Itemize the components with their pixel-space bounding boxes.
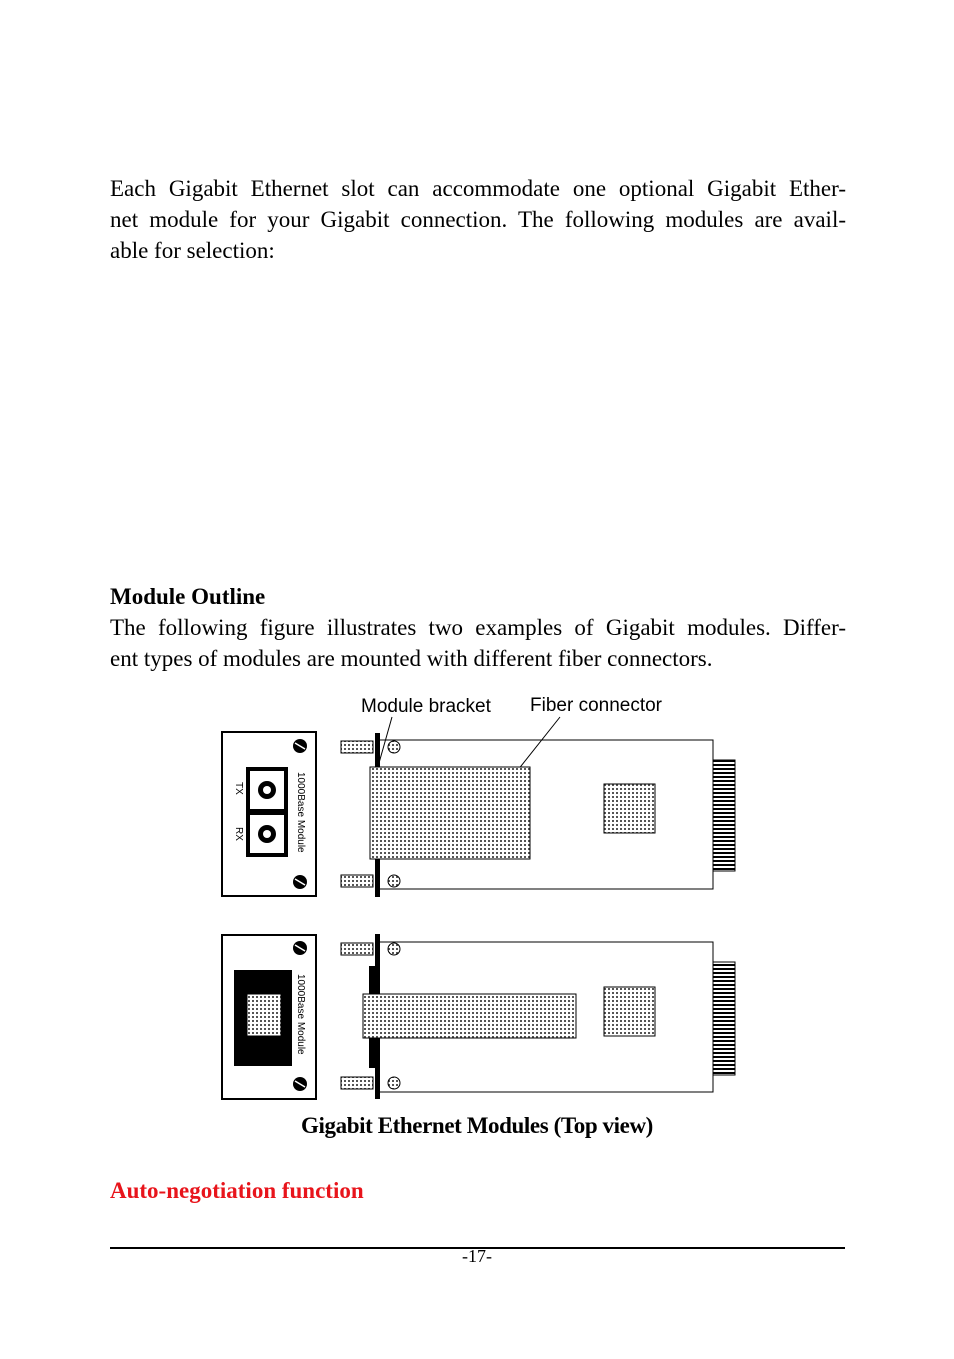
rx-label: RX: [233, 827, 244, 841]
screw-icon: [293, 739, 307, 753]
chip-1: [604, 784, 655, 833]
intro-line-3: able for selection:: [110, 238, 275, 263]
standoff-top-1: [341, 741, 373, 753]
module-outline-line-1: The following figure illustrates two examples of Gigabit modules. Differ-: [110, 615, 846, 640]
edge-connector-2: [713, 962, 735, 1075]
standoff-top-2: [341, 943, 373, 955]
module-outline-heading: Module Outline: [110, 584, 266, 609]
fiber-transceiver-2: [363, 994, 576, 1038]
fiber-connector-callout: Fiber connector: [530, 695, 663, 716]
intro-line-1: Each Gigabit Ethernet slot can accommodate one optional Gigabit Ether-: [110, 176, 846, 201]
auto-negotiation-heading: Auto-negotiation function: [110, 1178, 364, 1203]
chip-2: [604, 987, 655, 1036]
page-number: -17-: [462, 1246, 492, 1266]
module-2: [222, 934, 735, 1099]
tx-label: TX: [233, 782, 244, 795]
screw-icon: [293, 1077, 307, 1091]
fiber-transceiver-1: [370, 767, 530, 859]
module-bracket-callout: Module bracket: [361, 696, 491, 717]
standoff-bottom-1: [341, 875, 373, 887]
module-label-1: 1000Base Module: [295, 772, 306, 853]
figure-caption: Gigabit Ethernet Modules (Top view): [301, 1113, 653, 1138]
module-label-2: 1000Base Module: [295, 974, 306, 1055]
module-1: [222, 732, 735, 897]
screw-icon: [293, 941, 307, 955]
screw-icon: [293, 875, 307, 889]
edge-connector-1: [713, 760, 735, 871]
intro-line-2: net module for your Gigabit connection. The following modules are avail-: [110, 207, 846, 232]
connector-port-2: [247, 994, 281, 1036]
standoff-bottom-2: [341, 1077, 373, 1089]
module-outline-line-2: ent types of modules are mounted with different fiber connectors.: [110, 646, 713, 671]
